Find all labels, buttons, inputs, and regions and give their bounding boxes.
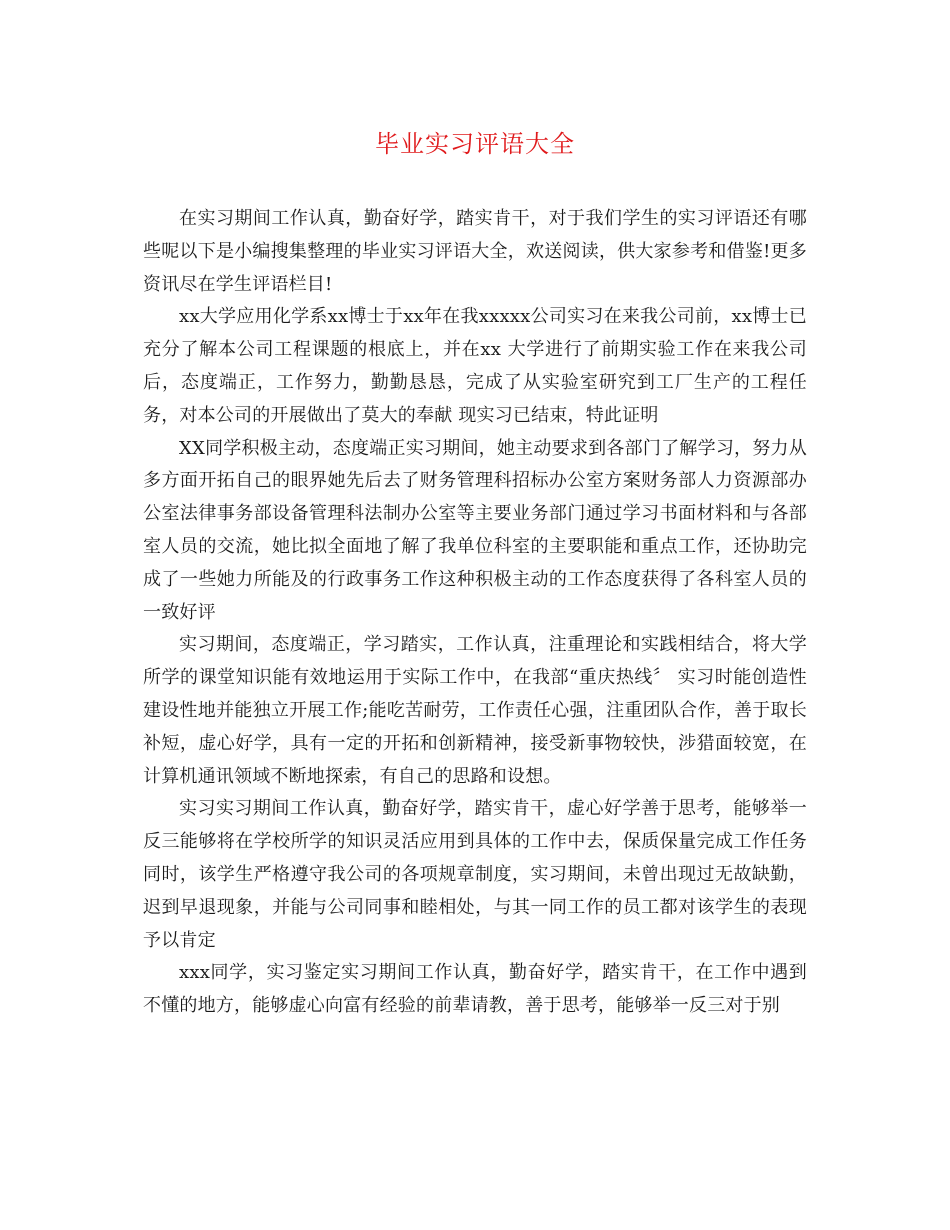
document-body [143,203,807,1023]
paragraph-evaluation-2: XX同学积极主动，态度端正实习期间，她主动要求到各部门了解学习，努力从多方面开拓自己的眼界她先后去了财务管理科招标办公室方案财务部人力资源部办公室法律事务部设备管理科法制办公室等主要业务部门通过学习书面材料和与各部室人员的交流，她比拟全面地了解了我单位科室的主要职能和重点工作，还协助完成了一些她力所能及的行政事务工作这种积极主动的工作态度获得了各科室人员的一致好评 [143,437,807,623]
paragraph-evaluation-1: xx大学应用化学系xx博士于xx年在我xxxxx公司实习在来我公司前，xx博士已充分了解本公司工程课题的根底上，并在xx 大学进行了前期实验工作在来我公司后，态度端正，工作努力，勤勤恳恳，完成了从实验室研究到工厂生产的工程任务，对本公司的开展做出了莫大的奉献 现实习已结束，特此证明 [143,306,807,426]
document-title: 毕业实习评语大全 [375,130,575,158]
paragraph-intro: 在实习期间工作认真，勤奋好学，踏实肯干，对于我们学生的实习评语还有哪些呢以下是小编搜集整理的毕业实习评语大全，欢送阅读，供大家参考和借鉴!更多资讯尽在学生评语栏目! [143,208,807,295]
paragraph-evaluation-5: xxx同学，实习鉴定实习期间工作认真，勤奋好学，踏实肯干，在工作中遇到不懂的地方，能够虚心向富有经验的前辈请教，善于思考，能够举一反三对于别 [143,962,807,1017]
paragraph-evaluation-4: 实习实习期间工作认真，勤奋好学，踏实肯干，虚心好学善于思考，能够举一反三能够将在学校所学的知识灵活应用到具体的工作中去，保质保量完成工作任务同时，该学生严格遵守我公司的各项规章制度，实习期间，未曾出现过无故缺勤，迟到早退现象，并能与公司同事和睦相处，与其一同工作的员工都对该学生的表现予以肯定 [143,798,807,951]
paragraph-evaluation-3: 实习期间，态度端正，学习踏实，工作认真，注重理论和实践相结合，将大学所学的课堂知识能有效地运用于实际工作中，在我部“重庆热线〞 实习时能创造性建设性地并能独立开展工作;能吃苦耐劳，工作责任心强，注重团队合作，善于取长补短，虚心好学，具有一定的开拓和创新精神，接受新事物较快，涉猎面较宽，在计算机通讯领域不断地探索，有自己的思路和设想。 [143,634,807,787]
